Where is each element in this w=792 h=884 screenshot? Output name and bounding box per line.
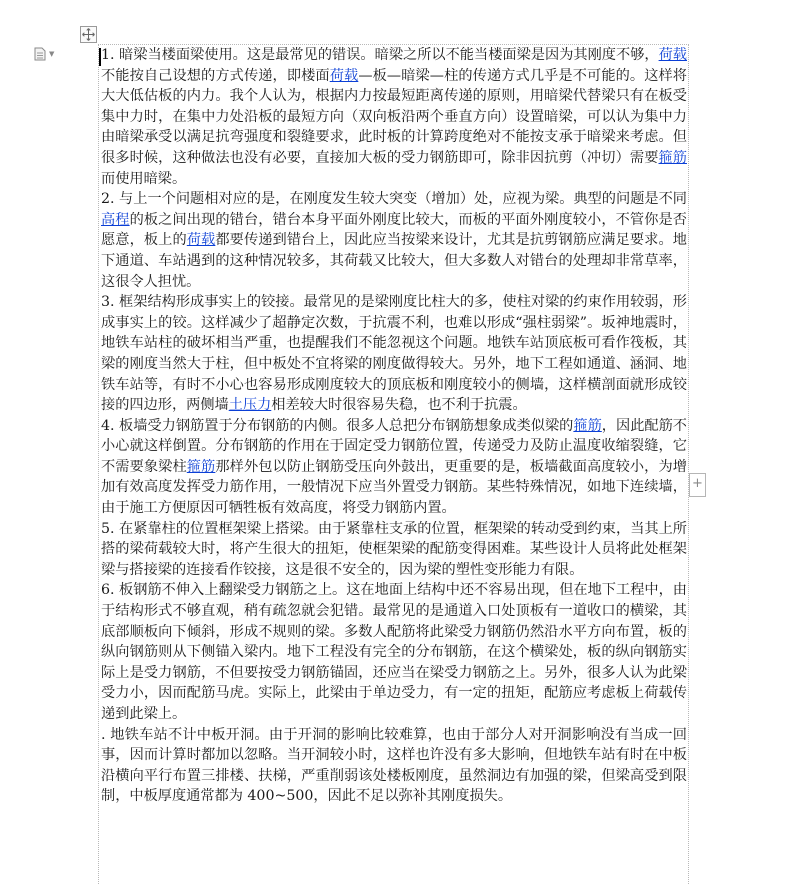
term-link[interactable]: 荷载 — [658, 47, 687, 63]
text-run: ，因此配筋不小心就这样倒置。分布钢筋的作用在于固定受力钢筋位置，传递受力及防止温度收缩裂缝，它不需要象梁柱 — [101, 417, 687, 475]
text-run: 6. 板钢筋不伸入上翻梁受力钢筋之上。这在地面上结构中还不容易出现，但在地下工程中，由于结构形式不够直观，稍有疏忽就会犯错。最常见的是通道入口处顶板有一道收口的横梁，其底部顺板向下倾斜，形成不规则的梁。多数人配筋将此梁受力钢筋仍然沿水平方向布置，板的纵向钢筋则从下侧锚入梁内。地下工程没有完全的分布钢筋，在这个横梁处，板的纵向钢筋实际上是受力钢筋，不但要按受力钢筋锚固，还应当在梁受力钢筋之上。另外，很多人认为此梁受力小，因而配筋马虎。实际上，此梁由于单边受力，有一定的扭矩，配筋应考虑板上荷载传递到此梁上。 — [101, 582, 687, 722]
text-run: 而使用暗梁。 — [101, 170, 187, 187]
paragraph — [101, 519, 687, 581]
paragraph — [101, 292, 687, 416]
text-run: 5. 在紧靠柱的位置框架梁上搭梁。由于紧靠柱支承的位置，框架梁的转动受到约束，当其上所搭的梁荷载较大时，将产生很大的扭矩，使框架梁的配筋变得困难。某些设计人员将此处框架梁与搭接梁的连接看作铰接，这是很不安全的，因为梁的塑性变形能力有限。 — [101, 520, 687, 578]
document-icon — [34, 47, 46, 61]
document-body[interactable] — [101, 45, 687, 807]
paragraph — [101, 580, 687, 724]
term-link[interactable]: 荷载 — [186, 232, 216, 249]
text-run: 1. 暗梁当楼面梁使用。这是最常见的错误。暗梁之所以不能当楼面梁是因为其刚度不够， — [101, 47, 659, 63]
paragraph — [101, 416, 687, 519]
term-link[interactable]: 土压力 — [228, 397, 272, 414]
paste-options-button[interactable] — [34, 46, 60, 62]
term-link[interactable]: 箍筋 — [186, 458, 216, 475]
paragraph — [101, 725, 687, 807]
text-run: 2. 与上一个问题相对应的是，在刚度发生较大突变（增加）处，应视为梁。典型的问题是不同 — [101, 191, 687, 208]
table-move-handle[interactable] — [80, 26, 97, 43]
term-link[interactable]: 箍筋 — [658, 149, 687, 166]
paragraph — [101, 45, 687, 189]
text-run: 相差较大时很容易失稳，也不利于抗震。 — [271, 397, 527, 414]
paragraph — [101, 189, 687, 292]
term-link[interactable]: 高程 — [101, 211, 130, 228]
add-row-button[interactable] — [689, 473, 706, 497]
text-run: 3. 框架结构形成事实上的铰接。最常见的是梁刚度比柱大的多，使柱对梁的约束作用较弱，形成事实上的铰。这样减少了超静定次数，于抗震不利，也难以形成“强柱弱梁”。坂神地震时，地铁车站柱的破坏相当严重，也提醒我们不能忽视这个问题。地铁车站顶底板可看作筏板，其梁的刚度当然大于柱，但中板处不宜将梁的刚度做得较大。另外，地下工程如通道、涵洞、地铁车站等，有时不小心也容易形成刚度较大的顶底板和刚度较小的侧墙，这样横剖面就形成铰接的四边形，两侧墙 — [101, 294, 687, 414]
term-link[interactable]: 箍筋 — [573, 417, 602, 434]
plus-icon: + — [692, 476, 703, 491]
text-run: 不能按自己设想的方式传递，即楼面 — [101, 67, 330, 84]
text-run: . 地铁车站不计中板开洞。由于开洞的影响比较难算，也由于部分人对开洞影响没有当成一回事，因而计算时都加以忽略。当开洞较小时，这样也许没有多大影响，但地铁车站有时在中板沿横向平行布置三排楼、扶梯，严重削弱该处楼板刚度，虽然洞边有加强的梁，但梁高受到限制，中板厚度通常都为 400~500，因此不足以弥补其刚度损失。 — [101, 726, 687, 805]
term-link[interactable]: 荷载 — [329, 67, 359, 84]
move-cross-icon — [82, 28, 95, 41]
caret-down-icon: ▼ — [49, 50, 55, 58]
text-run: —板—暗梁—柱的传递方式几乎是不可能的。这样将大大低估板的内力。我个人认为，根据内力按最短距离传递的原则，用暗梁代替梁只有在板受集中力时，在集中力处沿板的最短方向（双向板沿两个垂直方向）设置暗梁，可以认为集中力由暗梁承受以满足抗弯强度和裂缝要求，此时板的计算跨度绝对不能按支承于暗梁来考虑。但很多时候，这种做法也没有必要，直接加大板的受力钢筋即可，除非因抗剪（冲切）需要 — [101, 67, 687, 166]
text-run: 那样外包以防止钢筋受压向外鼓出，更重要的是，板墙截面高度较小，为增加有效高度发挥受力筋作用，一般情况下应当外置受力钢筋。某些特殊情况，如地下连续墙，由于施工方便原因可牺牲板有效高度，将受力钢筋内置。 — [101, 458, 687, 517]
text-run: 都要传递到错台上，因此应当按梁来设计，尤其是抗剪钢筋应满足要求。地下通道、车站遇到的这种情况较多，其荷载又比较大，但大多数人对错台的处理却非常草率，这很令人担忧。 — [101, 232, 687, 290]
text-run: 4. 板墙受力钢筋置于分布钢筋的内侧。很多人总把分布钢筋想象成类似梁的 — [101, 417, 574, 434]
text-run: 的板之间出现的错台，错台本身平面外刚度比较大，而板的平面外刚度较小，不管你是否愿意，板上的 — [101, 211, 687, 249]
